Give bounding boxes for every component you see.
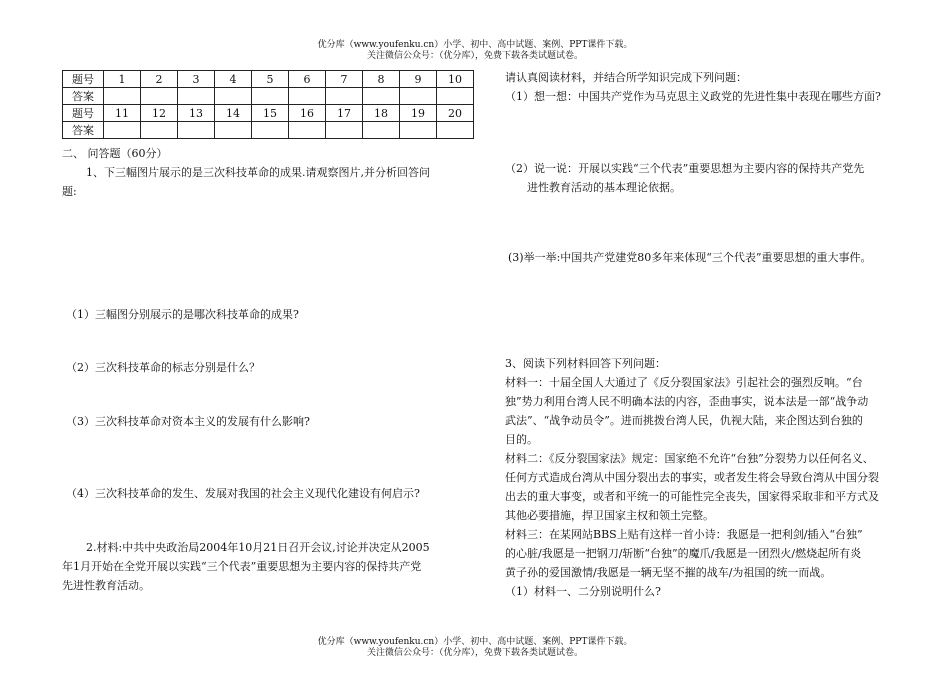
question-label: 题号 [63,71,104,88]
question-number-cell: 12 [141,105,178,122]
question-2-line-1: 2.材料:中共中央政治局2004年10月21日召开会议,讨论并决定从2005 [86,541,430,554]
question-3-1: （1）材料一、二分别说明什么? [505,585,661,598]
footer-line-1: 优分库（www.youfenku.cn）小学、初中、高中试题、案例、PPT课件下载。 [317,637,633,647]
answer-label: 答案 [63,122,104,139]
answer-cell[interactable] [252,122,289,139]
question-number-cell: 19 [400,105,437,122]
section-heading: 二、 问答题（60分） [62,147,168,160]
question-number-cell: 18 [363,105,400,122]
answer-cell[interactable] [363,122,400,139]
answer-cell[interactable] [289,88,326,105]
question-1-2: （2）三次科技革命的标志分别是什么？ [66,361,260,374]
question-number-cell: 16 [289,105,326,122]
question-number-cell: 2 [141,71,178,88]
answer-row-1 [63,88,474,105]
question-2-3: (3)举一举:中国共产党建党80多年来体现“三个代表”重要思想的重大事件。 [508,251,872,264]
footer-line-2: 关注微信公众号：（优分库），免费下载各类试题试卷。 [366,648,583,658]
question-number-cell: 1 [104,71,141,88]
question-2-2: （2）说一说：开展以实践“三个代表”重要思想为主要内容的保持共产党先 [505,162,865,175]
answer-cell[interactable] [252,88,289,105]
material-2-line-1: 材料二：《反分裂国家法》规定：国家绝不允许“台独”分裂势力以任何名义、 [505,452,874,465]
answer-cell[interactable] [178,88,215,105]
material-3-line-2: 的心脏/我愿是一把钢刀/斩断“台独”的魔爪/我愿是一团烈火/燃烧起所有炎 [505,547,862,560]
answer-cell[interactable] [178,122,215,139]
question-number-cell: 10 [437,71,474,88]
material-2-line-3: 出去的重大事变，或者和平统一的可能性完全丧失，国家得采取非和平方式及 [505,490,879,503]
material-2-line-2: 任何方式造成台湾从中国分裂出去的事实，或者发生将会导致台湾从中国分裂 [505,471,879,484]
question-1-1: （1）三幅图分别展示的是哪次科技革命的成果? [66,308,299,321]
question-2-1: （1）想一想：中国共产党作为马克思主义政党的先进性集中表现在哪些方面? [505,90,881,103]
material-3-line-1: 材料三：在某网站BBS上贴有这样一首小诗：我愿是一把利剑/插入“台独” [505,528,863,541]
question-number-cell: 7 [326,71,363,88]
question-number-cell: 11 [104,105,141,122]
page-header [0,40,950,62]
material-1-line-2: 独”势力利用台湾人民不明确本法的内容，歪曲事实，说本法是一部“战争动 [505,395,869,408]
question-label: 题号 [63,105,104,122]
answer-cell[interactable] [141,122,178,139]
answer-cell[interactable] [141,88,178,105]
question-1-intro-cont: 题: [62,185,77,198]
question-number-cell: 13 [178,105,215,122]
reading-intro: 请认真阅读材料，并结合所学知识完成下列问题： [505,71,747,84]
material-3-line-3: 黄子孙的爱国激情/我愿是一辆无坚不摧的战车/为祖国的统一而战。 [505,566,832,579]
question-number-row-1 [63,71,474,88]
material-1-line-4: 目的。 [505,433,538,446]
answer-cell[interactable] [400,88,437,105]
question-1-intro: 1、下三幅图片展示的是三次科技革命的成果.请观察图片,并分析回答问 [86,166,430,179]
question-number-cell: 9 [400,71,437,88]
question-1-3: （3）三次科技革命对资本主义的发展有什么影响? [66,415,310,428]
header-line-1: 优分库（www.youfenku.cn）小学、初中、高中试题、案例、PPT课件下载。 [317,40,633,50]
answer-cell[interactable] [400,122,437,139]
answer-table [62,70,474,139]
answer-cell[interactable] [104,88,141,105]
question-2-line-2: 年1月开始在全党开展以实践“三个代表”重要思想为主要内容的保持共产党 [62,560,422,573]
answer-row-2 [63,122,474,139]
question-number-cell: 6 [289,71,326,88]
question-number-row-2 [63,105,474,122]
header-line-2: 关注微信公众号：（优分库），免费下载各类试题试卷。 [366,51,583,61]
question-number-cell: 4 [215,71,252,88]
answer-cell[interactable] [326,88,363,105]
answer-cell[interactable] [289,122,326,139]
answer-cell[interactable] [215,88,252,105]
question-number-cell: 3 [178,71,215,88]
answer-cell[interactable] [363,88,400,105]
question-number-cell: 5 [252,71,289,88]
question-number-cell: 14 [215,105,252,122]
question-number-cell: 20 [437,105,474,122]
answer-cell[interactable] [215,122,252,139]
answer-cell[interactable] [437,122,474,139]
question-2-line-3: 先进性教育活动。 [62,579,150,592]
answer-cell[interactable] [437,88,474,105]
answer-cell[interactable] [326,122,363,139]
answer-label: 答案 [63,88,104,105]
question-number-cell: 8 [363,71,400,88]
answer-cell[interactable] [104,122,141,139]
material-1-line-3: 武法”、“战争动员令”。进而挑拨台湾人民，仇视大陆，来企图达到台独的 [505,414,863,427]
question-2-2-cont: 进性教育活动的基本理论依据。 [527,181,681,194]
material-2-line-4: 其他必要措施，捍卫国家主权和领土完整。 [505,509,714,522]
question-number-cell: 15 [252,105,289,122]
material-1-line-1: 材料一：十届全国人大通过了《反分裂国家法》引起社会的强烈反响。“台 [505,376,863,389]
page-footer [0,637,950,659]
question-3-heading: 3、阅读下列材料回答下列问题： [505,357,666,370]
question-1-4: （4）三次科技革命的发生、发展对我国的社会主义现代化建设有何启示? [66,487,420,500]
question-number-cell: 17 [326,105,363,122]
